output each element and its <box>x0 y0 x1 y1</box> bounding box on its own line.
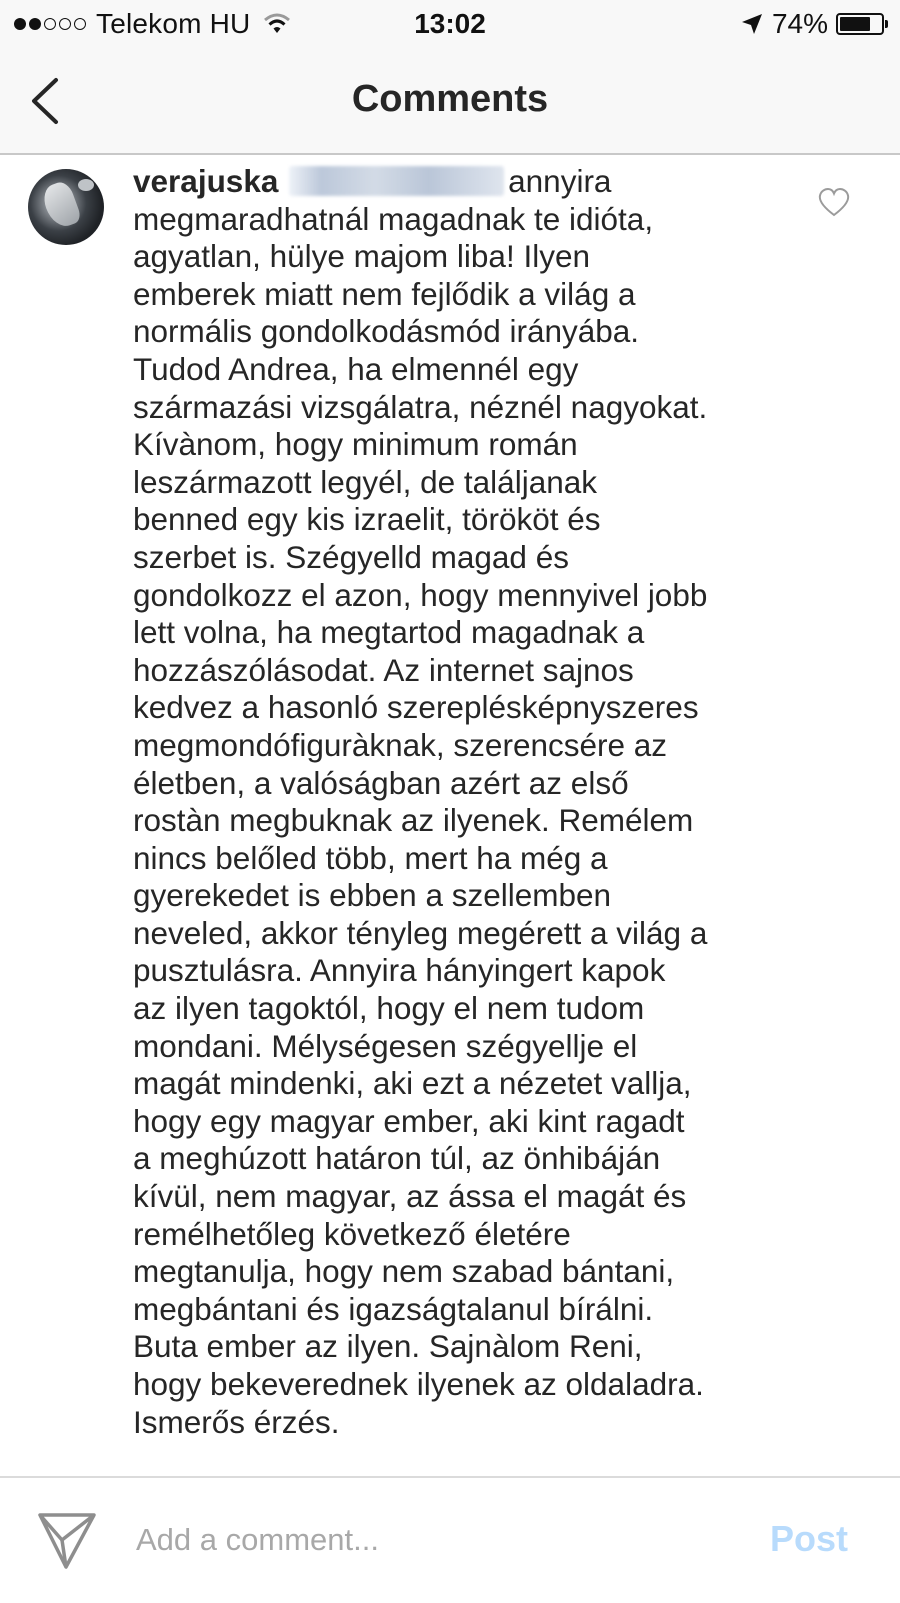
comment-line: hozzászólásodat. Az internet sajnos <box>133 651 634 688</box>
comment-composer <box>0 1476 900 1603</box>
comment-line: származási vizsgálatra, néznél nagyokat. <box>133 388 708 425</box>
comment-line: benned egy kis izraelit, törököt és <box>133 501 601 538</box>
comment-line: gondolkozz el azon, hogy mennyivel jobb <box>133 576 708 613</box>
battery-percent: 74% <box>771 8 828 39</box>
status-time: 13:02 <box>414 8 486 39</box>
comment-line: emberek miatt nem fejlődik a világ a <box>133 275 636 312</box>
comment-line: Ismerős érzés. <box>133 1403 340 1440</box>
comment-line: leszármazott legyél, de találjanak <box>133 463 597 500</box>
comment-line: Kívànom, hogy minimum román <box>133 426 578 463</box>
battery-fill <box>840 17 870 31</box>
navigation-bar <box>0 50 900 155</box>
comment-line: mondani. Mélységesen szégyellje el <box>133 1027 638 1064</box>
carrier-name: Telekom HU <box>96 8 251 39</box>
status-right <box>740 8 888 40</box>
comment-line: megmondófiguràknak, szerencsére az <box>133 726 668 763</box>
comment-line: lett volna, ha megtartod magadnak a <box>133 614 645 651</box>
comment-line: a meghúzott határon túl, az önhibáján <box>133 1140 661 1177</box>
battery-body <box>836 13 884 35</box>
avatar-photo-detail <box>78 179 94 191</box>
comment-line: remélhetőleg következő életére <box>133 1215 571 1252</box>
comment-line: életben, a valóságban azért az első <box>133 764 629 801</box>
direct-send-icon[interactable] <box>36 1512 98 1570</box>
battery-icon <box>836 13 888 35</box>
comment-text <box>133 163 773 1441</box>
mention-blurred[interactable] <box>289 166 504 196</box>
comment-line: Buta ember az ilyen. Sajnàlom Reni, <box>133 1328 643 1365</box>
comment-line: szerbet is. Szégyelld magad és <box>133 538 569 575</box>
heart-outline-icon[interactable] <box>818 187 850 217</box>
comment-line: nincs belőled több, mert ha még a <box>133 839 608 876</box>
comment-line: kedvez a hasonló szereplésképnyszeres <box>133 689 699 726</box>
add-comment-input[interactable] <box>134 1514 738 1566</box>
comment-username[interactable]: verajuska <box>133 163 279 199</box>
avatar[interactable] <box>28 169 104 245</box>
comment-line: magát mindenki, aki ezt a nézetet vallja, <box>133 1065 692 1102</box>
comment-line: rostàn megbuknak az ilyenek. Remélem <box>133 802 694 839</box>
location-arrow-icon <box>740 12 764 36</box>
comment-line: megtanulja, hogy nem szabad bántani, <box>133 1253 675 1290</box>
avatar-photo <box>39 179 82 231</box>
post-button[interactable]: Post <box>769 1518 848 1559</box>
comment-line: gyerekedet is ebben a szellemben <box>133 877 612 914</box>
comment-line: hogy egy magyar ember, aki kint ragadt <box>133 1102 685 1139</box>
battery-nub <box>885 20 888 28</box>
comment-line: normális gondolkodásmód irányába. <box>133 313 640 350</box>
comment-line: megmaradhatnál magadnak te idióta, <box>133 200 654 237</box>
comment-first-line <box>133 163 773 201</box>
page-title: Comments <box>351 78 549 120</box>
comment-line: neveled, akkor tényleg megérett a világ a <box>133 914 708 951</box>
status-bar <box>0 0 900 50</box>
comment-line: hogy bekeverednek ilyenek az oldaladra. <box>133 1366 704 1402</box>
comment-line: Tudod Andrea, ha elmennél egy <box>133 350 579 387</box>
comment-line: agyatlan, hülye majom liba! Ilyen <box>133 238 590 275</box>
comment-line: az ilyen tagoktól, hogy el nem tudom <box>133 990 645 1027</box>
comment-line: megbántani és igazságtalanul bírálni. <box>133 1290 654 1327</box>
comment-line: pusztulásra. Annyira hányingert kapok <box>133 952 666 989</box>
comment-line: annyira <box>508 163 612 199</box>
comment-line: kívül, nem magyar, az ássa el magát és <box>133 1178 687 1215</box>
